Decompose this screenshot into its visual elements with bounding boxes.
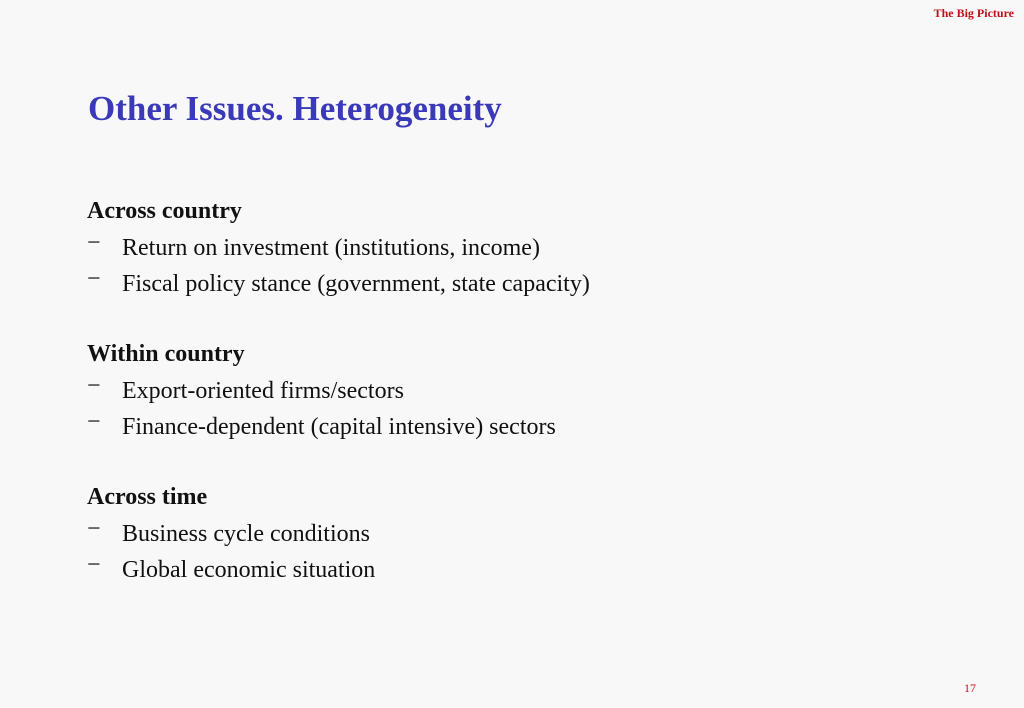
- list-item-text: Finance-dependent (capital intensive) sectors: [122, 414, 556, 440]
- dash-bullet-icon: −: [87, 266, 101, 292]
- slide-title: Other Issues. Heterogeneity: [88, 89, 502, 128]
- bullet-list: [87, 516, 967, 588]
- list-item-text: Return on investment (institutions, income): [122, 235, 540, 261]
- section-heading: Within country: [87, 341, 245, 367]
- list-item: [87, 266, 967, 302]
- dash-bullet-icon: −: [87, 516, 101, 542]
- bullet-list: [87, 230, 967, 302]
- list-item-text: Global economic situation: [122, 557, 376, 583]
- list-item: [87, 409, 967, 445]
- section-heading: Across country: [87, 198, 242, 224]
- section-within-country: [87, 338, 967, 445]
- section-heading: Across time: [87, 484, 208, 510]
- section-across-time: [87, 481, 967, 588]
- list-item-text: Export-oriented firms/sectors: [122, 378, 404, 404]
- list-item-text: Fiscal policy stance (government, state capacity): [122, 271, 590, 297]
- list-item-text: Business cycle conditions: [122, 521, 370, 547]
- dash-bullet-icon: −: [87, 230, 101, 256]
- list-item: [87, 516, 967, 552]
- bullet-list: [87, 373, 967, 445]
- list-item: [87, 230, 967, 266]
- dash-bullet-icon: −: [87, 373, 101, 399]
- header-label: The Big Picture: [933, 6, 1014, 20]
- dash-bullet-icon: −: [87, 409, 101, 435]
- section-across-country: [87, 195, 967, 302]
- slide-content: [87, 195, 967, 624]
- list-item: [87, 373, 967, 409]
- dash-bullet-icon: −: [87, 552, 101, 578]
- list-item: [87, 552, 967, 588]
- page-number: 17: [964, 681, 976, 695]
